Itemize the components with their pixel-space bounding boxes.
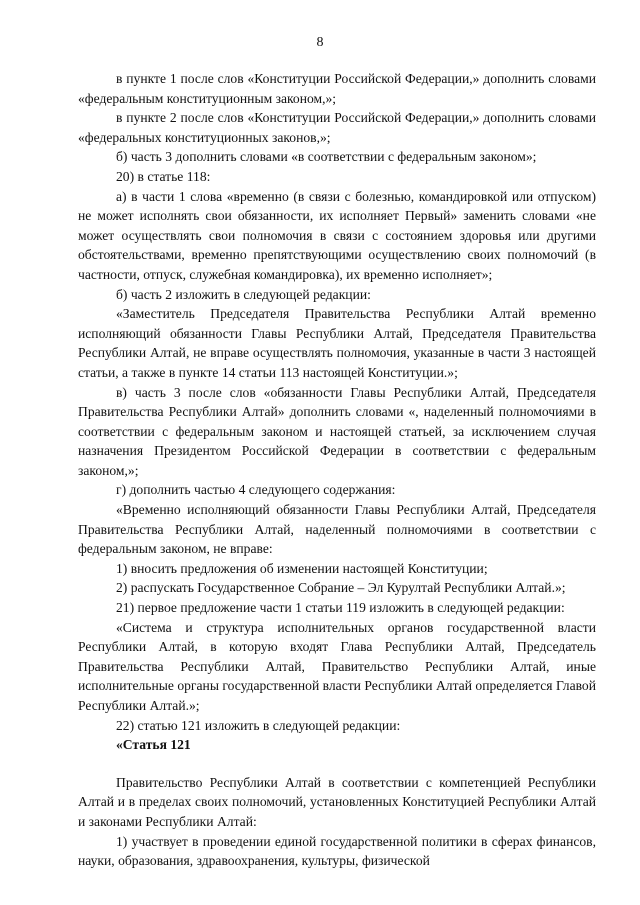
paragraph: в пункте 1 после слов «Конституции Российской Федерации,» дополнить словами «федеральным конституционным законом,»; [78,71,596,106]
document-body [78,69,596,871]
paragraph: 21) первое предложение части 1 статьи 119 изложить в следующей редакции: [116,600,565,616]
paragraph: 20) в статье 118: [116,168,211,184]
paragraph: а) в части 1 слова «временно (в связи с болезнью, командировкой или отпуском) не может исполнять свои обязанности, их исполняет Первый» заменить словами «не может осуществлять свои полномочия в связи с состоянием здоровья или другими обстоятельствами, временно препятствующими осуществлению своих полномочий (в частности, отпуск, служебная командировка), их временно исполняет»; [78,188,596,282]
paragraph: 1) участвует в проведении единой государственной политики в сферах финансов, науки, образования, здравоохранения, культуры, физической [78,833,596,869]
paragraph: «Заместитель Председателя Правительства Республики Алтай временно исполняющий обязанности Главы Республики Алтай, Председателя Правительства Республики Алтай, не вправе осуществлять полномочия, указанные в части 3 настоящей статьи, а также в пункте 14 статьи 113 настоящей Конституции.»; [78,306,596,380]
paragraph: «Система и структура исполнительных органов государственной власти Республики Алтай, в которую входят Глава Республики Алтай, Председатель Правительства Республики Алтай, Правительство Республики Алтай, иные исполнительные органы государственной власти Республики Алтай определяется Главой Республики Алтай.»; [78,619,596,713]
paragraph: в пункте 2 после слов «Конституции Российской Федерации,» дополнить словами «федеральных конституционных законов,»; [78,110,596,145]
page-number: 8 [316,35,324,50]
paragraph: 22) статью 121 изложить в следующей редакции: [116,717,401,733]
article-heading: «Статья 121 [116,737,191,753]
paragraph: 1) вносить предложения об изменении настоящей Конституции; [116,560,488,576]
paragraph: «Временно исполняющий обязанности Главы Республики Алтай, Председателя Правительства Республики Алтай, наделенный полномочиями в соответствии с федеральным законом, не вправе: [78,502,596,557]
paragraph: б) часть 2 изложить в следующей редакции: [116,286,371,302]
paragraph: б) часть 3 дополнить словами «в соответствии с федеральным законом»; [116,149,537,165]
paragraph: Правительство Республики Алтай в соответствии с компетенцией Республики Алтай и в пределах своих полномочий, установленных Конституцией Республики Алтай и законами Республики Алтай: [78,774,596,829]
paragraph: 2) распускать Государственное Собрание – Эл Курултай Республики Алтай.»; [116,580,566,596]
paragraph: в) часть 3 после слов «обязанности Главы Республики Алтай, Председателя Правительства Республики Алтай» дополнить словами «, наделенный полномочиями в соответствии с федеральным законом и настоящей статьей, за исключением случая назначения Президентом Российской Федерации в соответствии с федеральным законом,»; [78,384,596,478]
paragraph: г) дополнить частью 4 следующего содержания: [116,482,396,498]
